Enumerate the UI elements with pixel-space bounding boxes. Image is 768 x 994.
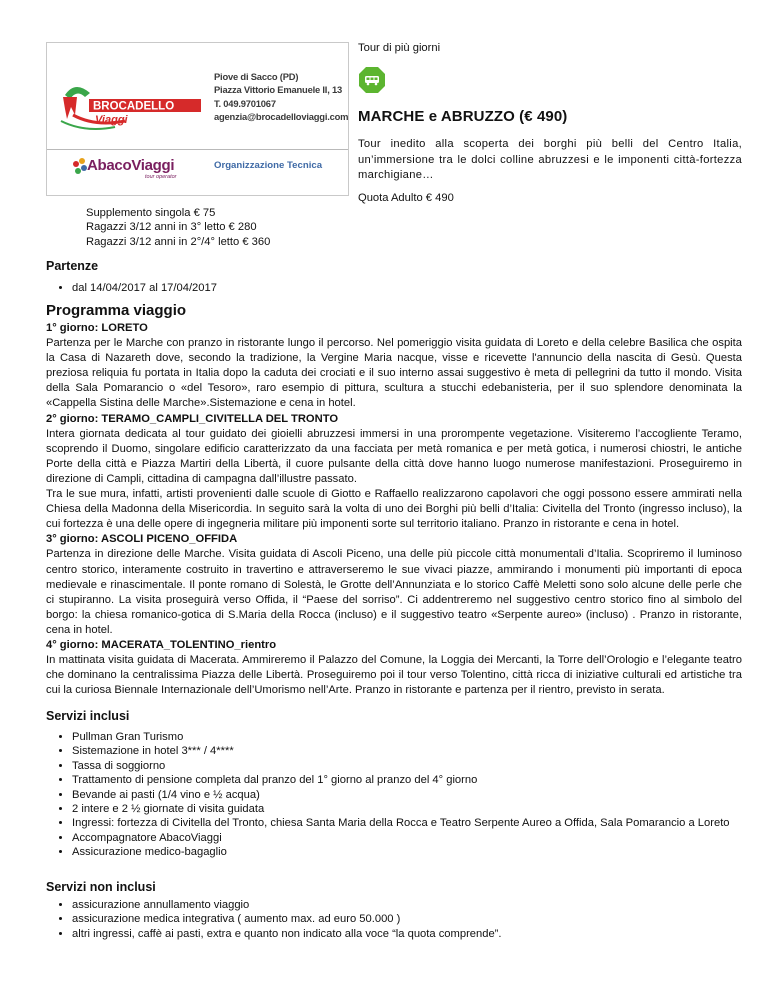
list-item: • Accompagnatore AbacoViaggi bbox=[72, 831, 752, 845]
day-text: Partenza per le Marche con pranzo in ristorante lungo il percorso. Nel pomeriggio visita guidata di Loreto e della celebre Basilica che ospita la Casa di Nazareth dove, secondo la tradizione, la Vergine Maria nacque, visse e ricevette l'annuncio della nascita di Gesù. Questa preziosa reliquia fu portata in Italia dopo la caduta dei crociati e il suo interno assai suggestivo è meta di pellegrini da tutto il mondo. Visita della Sala Pomarancio o «del Tesoro», raro esempio di pittura, scultura a stucchi edebanisteria, per il suo splendore denominata la «Cappella Sistina delle Marche».Sistemazione e cena in hotel. bbox=[46, 337, 742, 410]
supplement-line: Ragazzi 3/12 anni in 3° letto € 280 bbox=[86, 221, 257, 234]
brocadello-name: BROCADELLO bbox=[93, 100, 175, 113]
list-item: • altri ingressi, caffè ai pasti, extra e quanto non indicato alla voce “la quota comprende”. bbox=[72, 927, 752, 941]
tour-type: Tour di più giorni bbox=[358, 42, 441, 54]
tour-description: Tour inedito alla scoperta dei borghi più belli del Centro Italia, un’immersione tra le dolci colline abruzzesi e le imponenti città-fortezza marchigiane… bbox=[358, 138, 742, 181]
supplements bbox=[86, 206, 270, 249]
day-title: 4° giorno: MACERATA_TOLENTINO_rientro bbox=[46, 638, 277, 651]
excluded-heading: Servizi non inclusi bbox=[46, 880, 156, 894]
abaco-name: AbacoViaggi bbox=[87, 157, 175, 174]
included-list bbox=[46, 730, 752, 860]
list-item: • assicurazione medica integrativa ( aumento max. ad euro 50.000 ) bbox=[72, 912, 752, 926]
agency-email: agenzia@brocadelloviaggi.com bbox=[214, 110, 349, 122]
day-text: In mattinata visita guidata di Macerata. Ammireremo il Palazzo del Comune, la Loggia dei Mercanti, la Torre dell’Orologio e l’elegante teatro che dominano la centralissima Piazza delle Libertà. Proseguiremo poi il tour verso Tolentino, città ricca di iniziative culturali ed artistiche tra cui la curiosa Biennale Internazionale dell’Umorismo nell’Arte. Pranzo in ristorante e partenza per il rientro, previsto in serata. bbox=[46, 654, 742, 697]
agency-city: Piove di Sacco (PD) bbox=[214, 71, 299, 82]
list-item: • Trattamento di pensione completa dal pranzo del 1° giorno al pranzo del 4° giorno bbox=[72, 773, 752, 787]
program-heading: Programma viaggio bbox=[46, 302, 187, 319]
agency-address bbox=[214, 70, 349, 123]
list-item: • Ingressi: fortezza di Civitella del Tronto, chiesa Santa Maria della Rocca e Teatro Serpente Aureo a Offida, Sala Pomarancio a Loreto bbox=[72, 816, 752, 830]
bus-icon bbox=[358, 66, 386, 94]
day-text: Tra le sue mura, infatti, artisti provenienti dalle scuole di Giotto e Raffaello realizzarono capolavori che oggi possono essere ammirati nella Chiesa della Madonna della Misericordia. In seguito sarà la volta di uno dei Borghi più belli d’Italia: Civitella del Tronto (ingresso incluso), la cui fortezza è una delle opere di ingegneria militare più imponenti sorte sul territorio italiano. Pranzo in ristorante e cena in hotel. bbox=[46, 488, 742, 531]
flyer-divider bbox=[47, 149, 348, 150]
day-text: Intera giornata dedicata al tour guidato dei gioielli abruzzesi immersi in una prorompente vegetazione. Visiteremo l’accogliente Teramo, scoprendo il Duomo, singolare edificio caratterizzato da una facciata per metà romanica e per metà gotica, i numerosi chiostri, le antiche Porte della città e Piazza Martiri della Libertà, il cuore pulsante della città dove hanno luogo numerose manifestazioni. Proseguiremo in direzione di Campli, cittadina di campagna dall’illustre passato. bbox=[46, 427, 742, 485]
agency-flyer bbox=[46, 42, 349, 196]
brocadello-logo bbox=[55, 75, 205, 135]
program-body bbox=[46, 321, 742, 698]
excluded-list bbox=[46, 898, 752, 941]
list-item: • assicurazione annullamento viaggio bbox=[72, 898, 752, 912]
adult-price: Quota Adulto € 490 bbox=[358, 192, 454, 204]
departures-list bbox=[46, 281, 217, 295]
day-title: 3° giorno: ASCOLI PICENO_OFFIDA bbox=[46, 533, 238, 546]
supplement-line: Supplemento singola € 75 bbox=[86, 207, 216, 219]
included-heading: Servizi inclusi bbox=[46, 709, 130, 723]
list-item: • Assicurazione medico-bagaglio bbox=[72, 845, 752, 859]
list-item: • Pullman Gran Turismo bbox=[72, 730, 752, 744]
abaco-sub: tour operator bbox=[145, 174, 177, 180]
day-title: 1° giorno: LORETO bbox=[46, 322, 148, 334]
supplement-line: Ragazzi 3/12 anni in 2°/4° letto € 360 bbox=[86, 235, 271, 248]
list-item: • Sistemazione in hotel 3*** / 4**** bbox=[72, 744, 752, 758]
organizer-label: Organizzazione Tecnica bbox=[214, 160, 323, 171]
day-title: 2° giorno: TERAMO_CAMPLI_CIVITELLA DEL TRONTO bbox=[46, 412, 339, 425]
tour-title: MARCHE e ABRUZZO (€ 490) bbox=[358, 108, 568, 125]
departures-heading: Partenze bbox=[46, 259, 99, 273]
list-item: • Bevande ai pasti (1/4 vino e ½ acqua) bbox=[72, 788, 752, 802]
list-item: • Tassa di soggiorno bbox=[72, 759, 752, 773]
list-item: • 2 intere e 2 ½ giornate di visita guidata bbox=[72, 802, 752, 816]
agency-phone: T. 049.9701067 bbox=[214, 97, 276, 109]
day-text: Partenza in direzione delle Marche. Visita guidata di Ascoli Piceno, una delle più piccole città monumentali d’Italia. Scopriremo il luminoso centro storico, interamente costruito in travertino e attraverseremo le sue vivaci piazze, ammirando i monumenti più importanti di epoca medievale e rinascimentale. Il ponte romano di Solestà, le Grotte dell’Annunziata e lo storico Caffè Meletti sono solo alcune delle perle che ci stupiranno. La visita proseguirà verso Offida, il “Paese del sorriso”. Ci addentreremo nel suggestivo centro storico fino al simbolo del borgo: la chiesa romanico-gotica di S.Maria della Rocca (incluso) e il suggestivo teatro «Serpente aureo» (incluso) . Pranzo in ristorante, cena in hotel. bbox=[46, 548, 742, 636]
brocadello-sub: Viaggi bbox=[95, 114, 128, 126]
list-item: • dal 14/04/2017 al 17/04/2017 bbox=[72, 281, 217, 295]
agency-street: Piazza Vittorio Emanuele II, 13 bbox=[214, 84, 343, 96]
